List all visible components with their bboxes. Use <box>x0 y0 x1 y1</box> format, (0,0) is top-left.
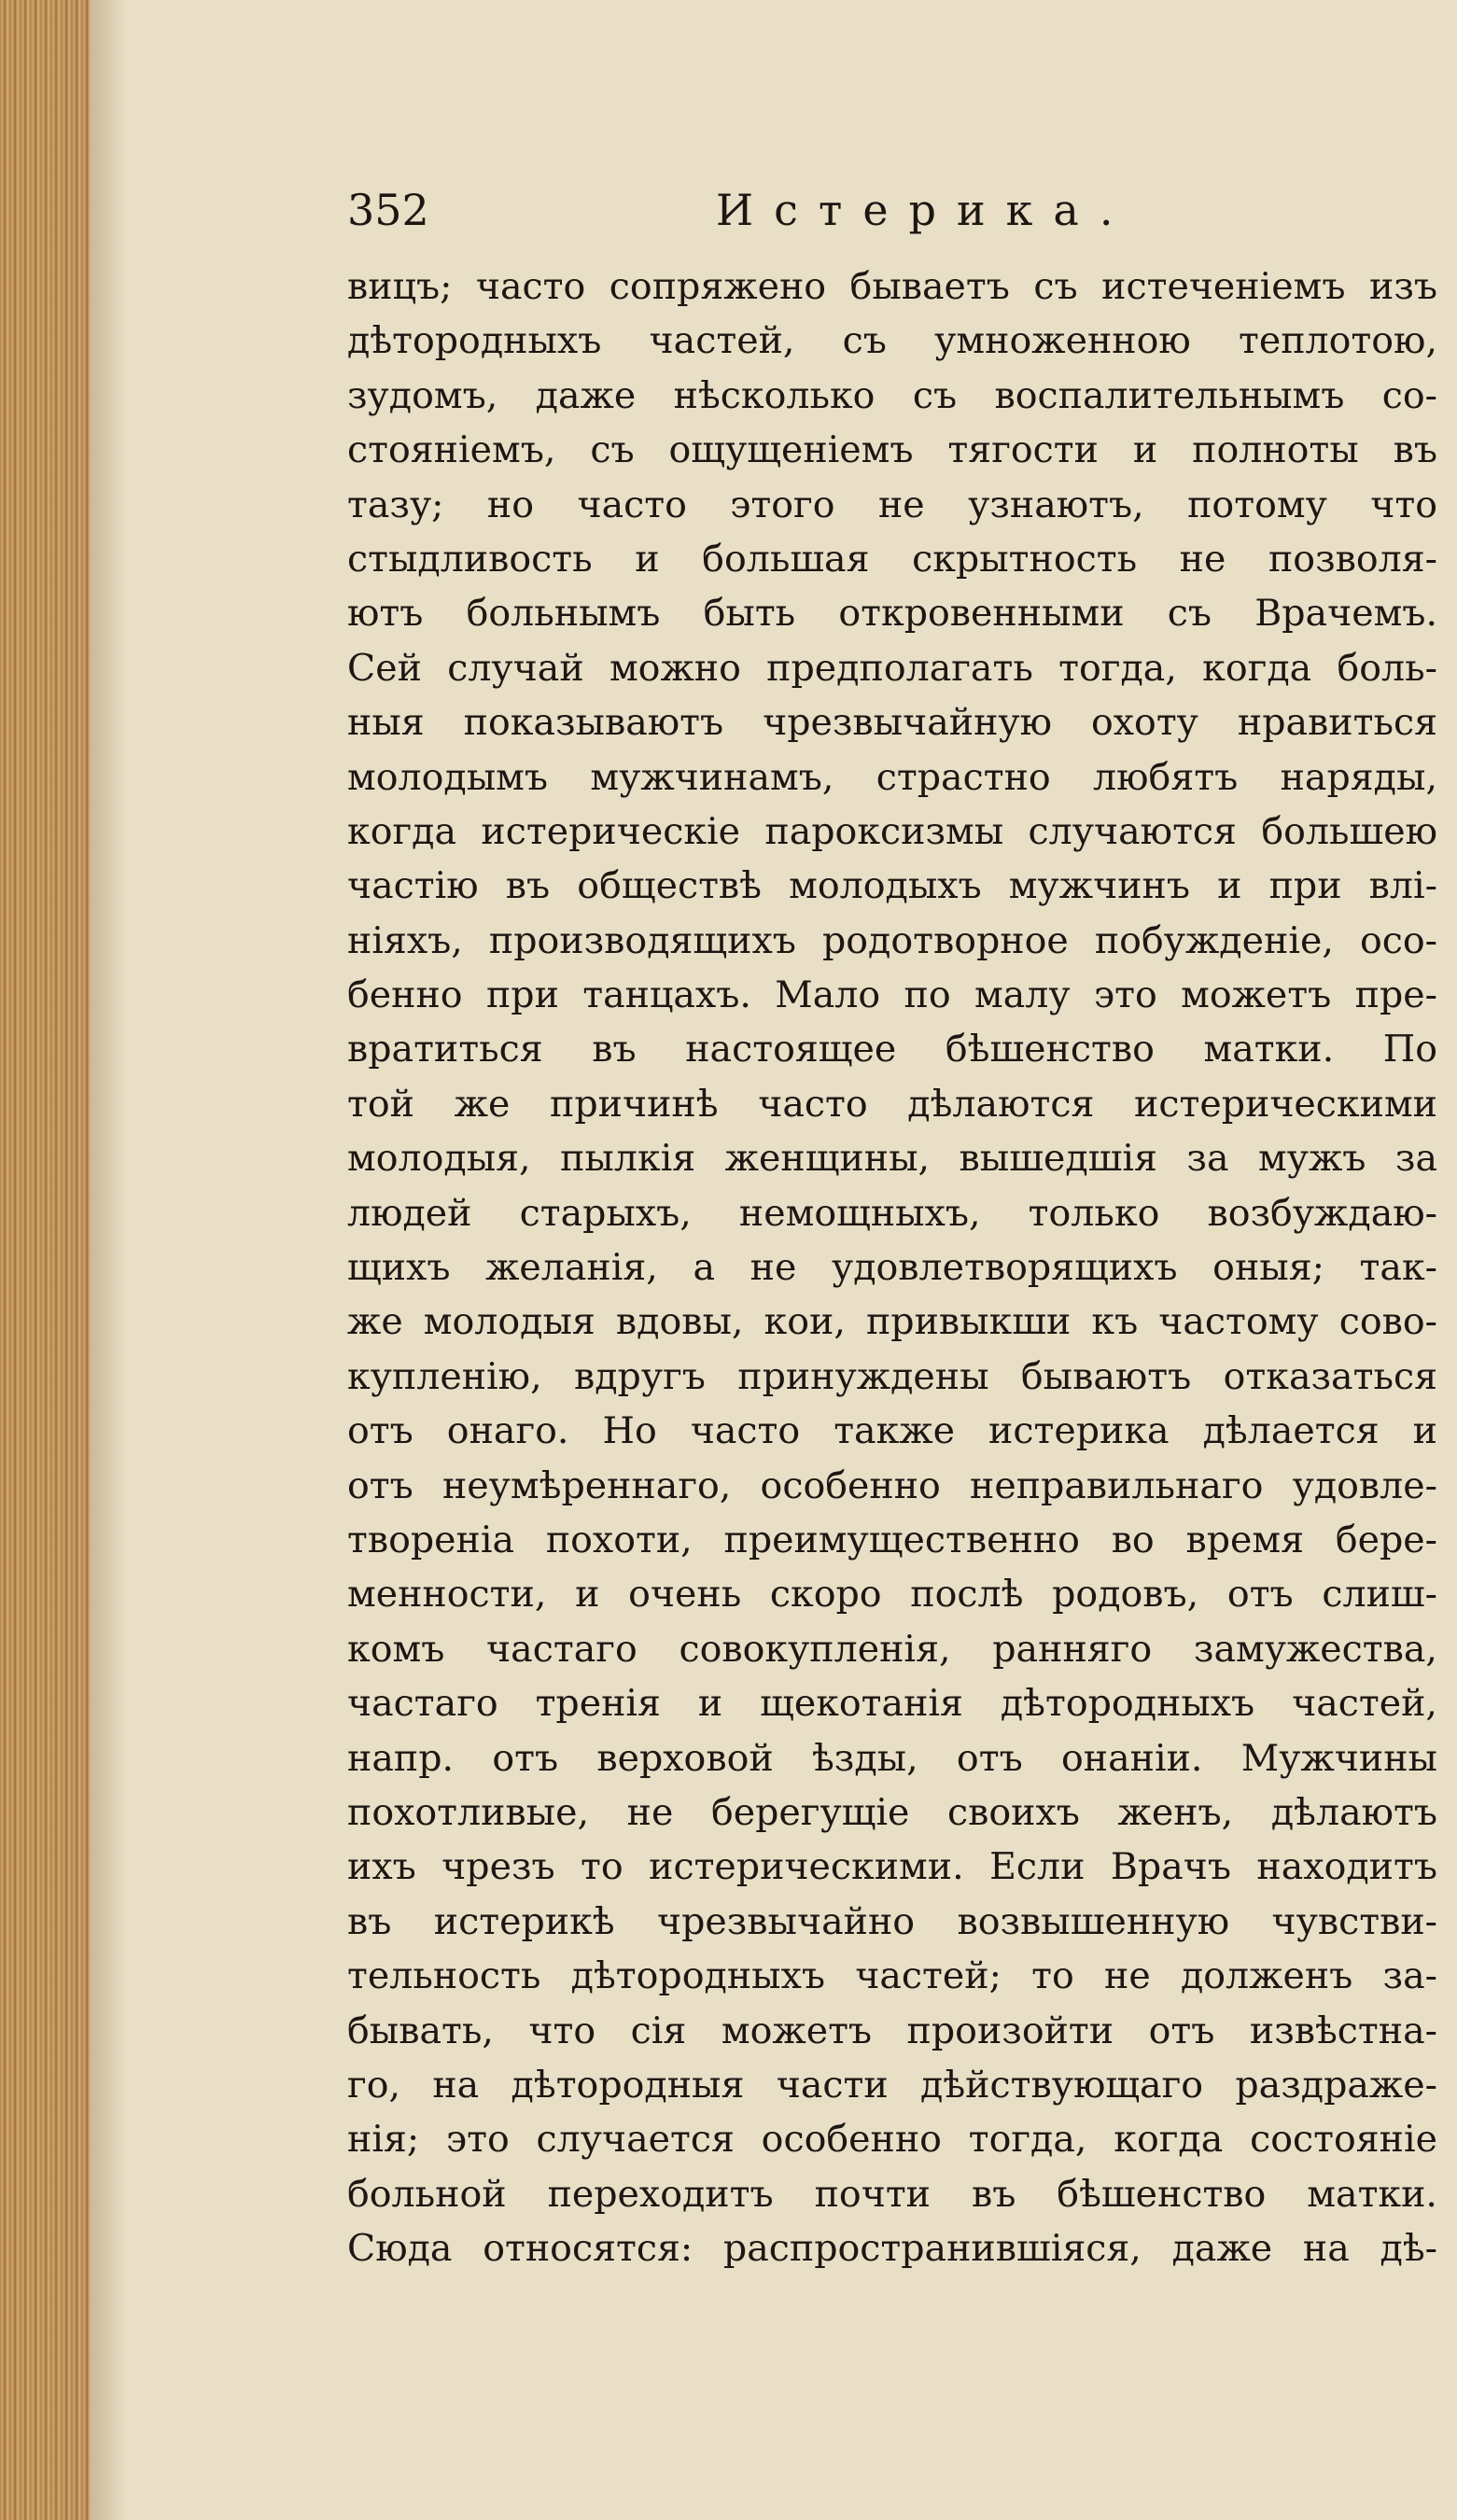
text-line: молодымъ мужчинамъ, страстно любятъ наряды, <box>347 755 1437 799</box>
text-line: въ истерикѣ чрезвычайно возвышенную чувстви- <box>347 1899 1437 1943</box>
text-line: бенно при танцахъ. Мало по малу это можетъ пре- <box>347 973 1437 1017</box>
text-line: отъ онаго. Но часто также истерика дѣлается и <box>347 1409 1437 1453</box>
text-line: бывать, что сія можетъ произойти отъ извѣстна- <box>347 2009 1437 2052</box>
text-line: напр. отъ верховой ѣзды, отъ онаніи. Мужчины <box>347 1736 1437 1780</box>
text-line: похотливые, не берегущіе своихъ женъ, дѣлаютъ <box>347 1790 1437 1834</box>
text-line: же молодыя вдовы, кои, привыкши къ частому сово- <box>347 1300 1437 1344</box>
text-line: людей старыхъ, немощныхъ, только возбуждаю- <box>347 1191 1437 1235</box>
text-line: частію въ обществѣ молодыхъ мужчинъ и при влі- <box>347 864 1437 908</box>
page-number: 352 <box>347 185 429 235</box>
text-line: нія; это случается особенно тогда, когда состояніе <box>347 2118 1437 2162</box>
text-line: тельность дѣтородныхъ частей; то не долженъ за- <box>347 1954 1437 1998</box>
text-line: частаго тренія и щекотанія дѣтородныхъ частей, <box>347 1682 1437 1726</box>
text-line: вицъ; часто сопряжено бываетъ съ истеченіемъ изъ <box>347 265 1437 308</box>
text-line: твореніа похоти, преимущественно во время бере- <box>347 1518 1437 1561</box>
text-line: отъ неумѣреннаго, особенно неправильнаго удовле- <box>347 1463 1437 1507</box>
running-title: Истерика. <box>716 185 1134 235</box>
body-text <box>347 259 1437 2275</box>
text-line: дѣтородныхъ частей, съ умноженною теплотою, <box>347 319 1437 363</box>
page-header <box>347 182 1449 247</box>
text-line: го, на дѣтородныя части дѣйствующаго раздраже- <box>347 2063 1437 2107</box>
text-line: щихъ желанія, а не удовлетворящихъ оныя; так- <box>347 1246 1437 1290</box>
text-line: Сюда относятся: распространившіяся, даже на дѣ- <box>347 2227 1437 2271</box>
text-line: ихъ чрезъ то истерическими. Если Врачъ находитъ <box>347 1845 1437 1889</box>
page-edge-shadow <box>0 0 90 2520</box>
text-line: когда истерическіе пароксизмы случаются большею <box>347 809 1437 853</box>
text-line: тазу; но часто этого не узнаютъ, потому что <box>347 483 1437 526</box>
text-line: ютъ больнымъ быть откровенными съ Врачемъ. <box>347 592 1437 636</box>
text-line: ніяхъ, производящихъ родотворное побужденіе, осо- <box>347 918 1437 962</box>
text-line: вратиться въ настоящее бѣшенство матки. По <box>347 1028 1437 1071</box>
text-line: менности, и очень скоро послѣ родовъ, отъ слиш- <box>347 1573 1437 1617</box>
text-line: больной переходитъ почти въ бѣшенство матки. <box>347 2172 1437 2216</box>
text-line: той же причинѣ часто дѣлаются истерическими <box>347 1082 1437 1126</box>
text-line: стыдливость и большая скрытность не позволя- <box>347 537 1437 581</box>
text-line: зудомъ, даже нѣсколько съ воспалительнымъ со- <box>347 373 1437 417</box>
text-line: Сей случай можно предполагать тогда, когда боль- <box>347 646 1437 690</box>
text-line: купленію, вдругъ принуждены бываютъ отказаться <box>347 1354 1437 1398</box>
text-line: молодыя, пылкія женщины, вышедшія за мужъ за <box>347 1137 1437 1181</box>
text-line: комъ частаго совокупленія, ранняго замужества, <box>347 1627 1437 1671</box>
text-line: ныя показываютъ чрезвычайную охоту нравиться <box>347 701 1437 745</box>
text-line: стояніемъ, съ ощущеніемъ тягости и полноты въ <box>347 428 1437 472</box>
